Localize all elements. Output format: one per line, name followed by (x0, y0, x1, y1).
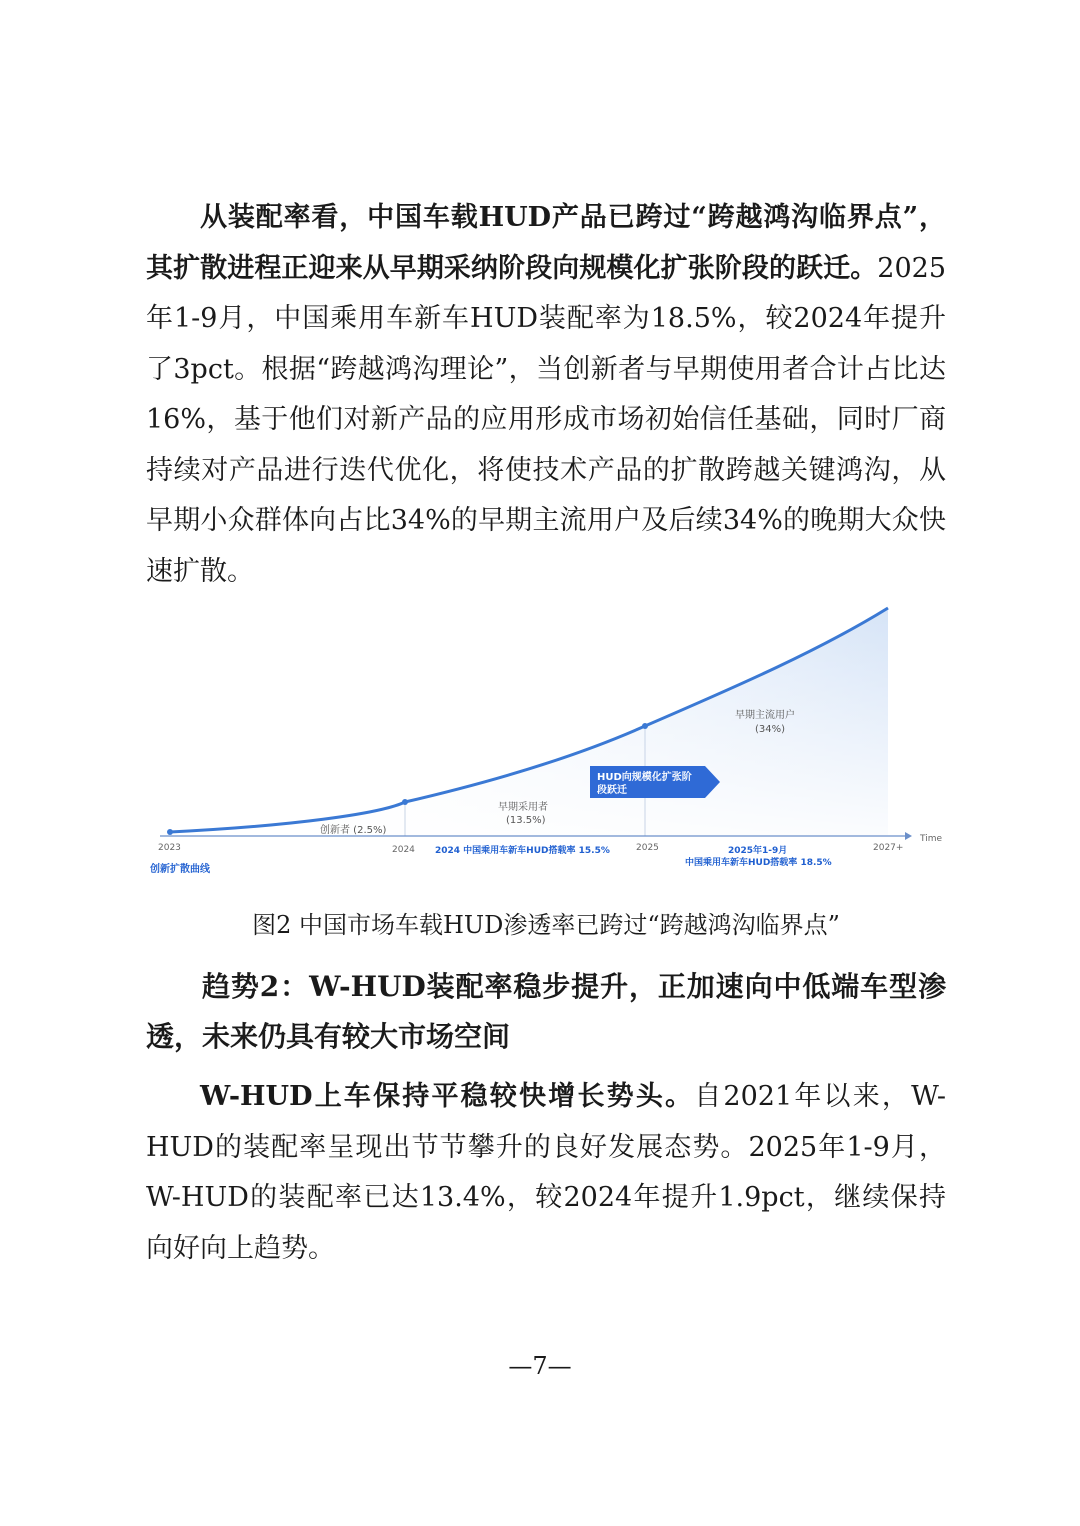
figure-caption: 图2 中国市场车载HUD渗透率已跨过“跨越鸿沟临界点” (252, 911, 840, 939)
page-number: —7— (508, 1352, 572, 1380)
note-2025-rate: 中国乘用车新车HUD搭载率 18.5% (685, 858, 832, 868)
point-2025 (642, 723, 648, 729)
paragraph-2 (146, 1072, 946, 1274)
curve-area-fade (170, 608, 888, 835)
segment-early-majority-share: (34%) (755, 724, 786, 735)
year-2023: 2023 (158, 843, 181, 853)
diffusion-figure (140, 600, 960, 885)
segment-early-adopters: 早期采用者 (498, 802, 548, 813)
time-axis-arrow-icon (905, 832, 912, 840)
paragraph-1 (146, 193, 946, 597)
curve-title: 创新扩散曲线 (150, 864, 210, 875)
paragraph-1-lead: 从装配率看，中国车载HUD产品已跨过“跨越鸿沟临界点”，其扩散进程正迎来从早期采纳阶段向规模化扩张阶段的跃迁。 (146, 202, 946, 284)
segment-early-majority: 早期主流用户 (735, 710, 795, 721)
segment-early-adopters-share: (13.5%) (506, 815, 546, 826)
segment-innovators: 创新者 (2.5%) (320, 825, 387, 836)
time-label: Time (920, 834, 943, 844)
transition-arrow-line2: 段跃迁 (597, 785, 627, 796)
transition-arrow-line1: HUD向规模化扩张阶 (597, 772, 692, 783)
paragraph-1-body: 2025年1-9月，中国乘用车新车HUD装配率为18.5%，较2024年提升了3pct。根据“跨越鸿沟理论”，当创新者与早期使用者合计占比达16%，基于他们对新产品的应用形成市场初始信任基础，同时厂商持续对产品进行迭代优化，将使技术产品的扩散跨越关键鸿沟，从早期小众群体向占比34%的早期主流用户及后续34%的晚期大众快速扩散。 (146, 252, 946, 587)
year-2025: 2025 (636, 843, 659, 853)
year-2024: 2024 (392, 845, 415, 855)
point-2023 (167, 829, 173, 835)
point-2024 (402, 799, 408, 805)
note-2024: 2024 中国乘用车新车HUD搭载率 15.5% (435, 846, 610, 856)
note-2025-period: 2025年1-9月 (728, 846, 788, 856)
paragraph-2-body: 自2021年以来，W-HUD的装配率呈现出节节攀升的良好发展态势。2025年1-9月，W-HUD的装配率已达13.4%，较2024年提升1.9pct，继续保持向好向上趋势。 (146, 1081, 946, 1264)
trend-2-heading: 趋势2：W-HUD装配率稳步提升，正加速向中低端车型渗透，未来仍具有较大市场空间 (146, 970, 946, 1053)
year-2027: 2027+ (873, 843, 904, 853)
paragraph-2-lead: W-HUD上车保持平稳较快增长势头。 (200, 1081, 695, 1112)
